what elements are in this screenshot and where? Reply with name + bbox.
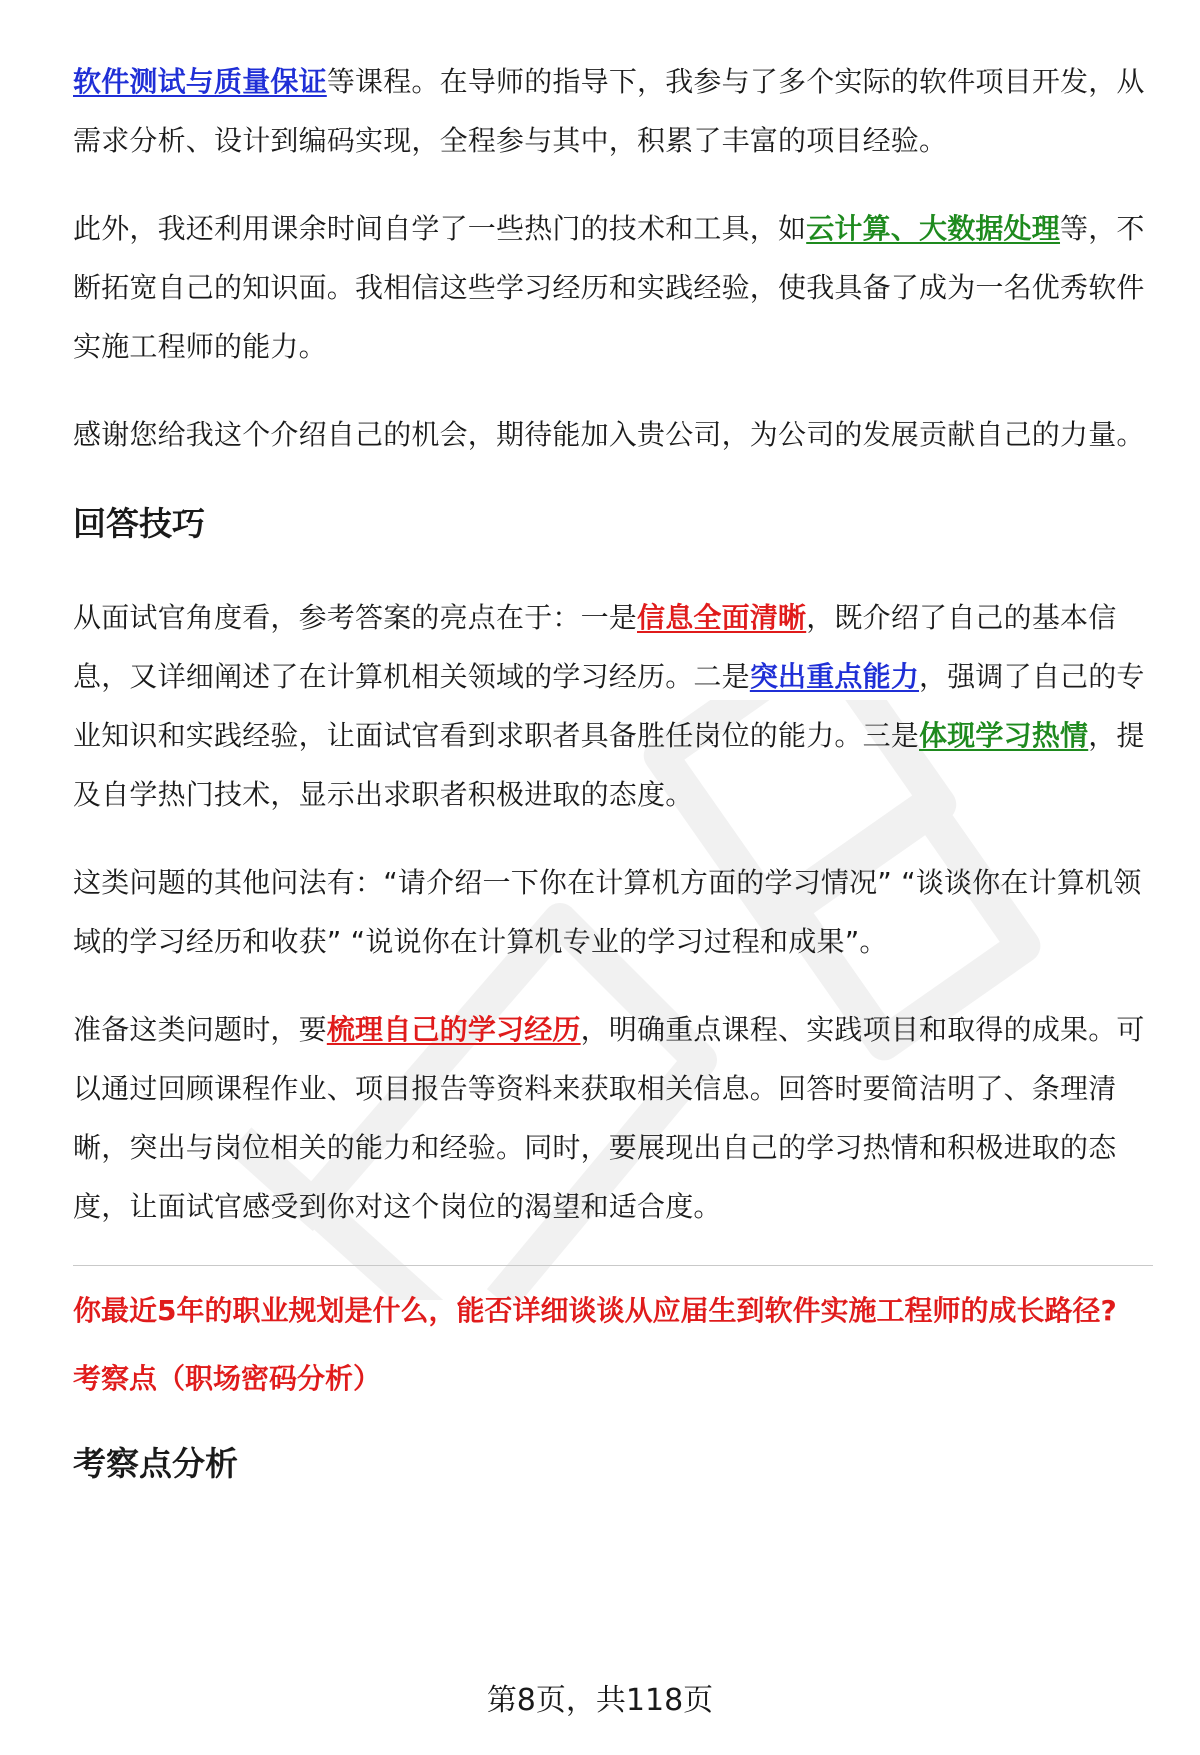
question-heading: 你最近5年的职业规划是什么，能否详细谈谈从应届生到软件实施工程师的成长路径? bbox=[73, 1294, 1117, 1327]
paragraph-text: ，既介绍了自己的基本信息，又详细阐述了在计算机相关领域的学习经历。二是 bbox=[73, 601, 1117, 693]
highlight-learning-passion: 体现学习热情 bbox=[919, 719, 1089, 752]
paragraph-text: ，提及自学热门技术，显示出求职者积极进取的态度。 bbox=[73, 719, 1145, 811]
question-subheading: 考察点（职场密码分析） bbox=[73, 1362, 382, 1395]
page-footer: 第8页，共118页 bbox=[486, 1683, 714, 1718]
paragraph-interviewer-view bbox=[73, 588, 1153, 824]
paragraph-courses bbox=[73, 52, 1153, 170]
paragraph-text: 准备这类问题时，要 bbox=[73, 1013, 327, 1046]
paragraph-preparation bbox=[73, 1000, 1153, 1236]
paragraph-text: 感谢您给我这个介绍自己的机会，期待能加入贵公司，为公司的发展贡献自己的力量。 bbox=[73, 418, 1145, 451]
document-page bbox=[73, 52, 1153, 1488]
paragraph-text: 此外，我还利用课余时间自学了一些热门的技术和工具，如 bbox=[73, 212, 807, 245]
paragraph-text: ，明确重点课程、实践项目和取得的成果。可以通过回顾课程作业、项目报告等资料来获取相关信息。回答时要简洁明了、条理清晰，突出与岗位相关的能力和经验。同时，要展现出自己的学习热情和积极进取的态度，让面试官感受到你对这个岗位的渴望和适合度。 bbox=[73, 1013, 1145, 1223]
paragraph-other-questions bbox=[73, 853, 1153, 971]
highlight-info-clear: 信息全面清晰 bbox=[637, 601, 807, 634]
paragraph-text: 等课程。在导师的指导下，我参与了多个实际的软件项目开发，从需求分析、设计到编码实现，全程参与其中，积累了丰富的项目经验。 bbox=[73, 65, 1145, 157]
paragraph-self-study bbox=[73, 199, 1153, 376]
highlight-software-testing: 软件测试与质量保证 bbox=[73, 65, 327, 98]
highlight-key-ability: 突出重点能力 bbox=[749, 660, 920, 693]
paragraph-thanks bbox=[73, 405, 1153, 464]
paragraph-text: ，强调了自己的专业知识和实践经验，让面试官看到求职者具备胜任岗位的能力。三是 bbox=[73, 660, 1145, 752]
paragraph-text: 从面试官角度看，参考答案的亮点在于：一是 bbox=[73, 601, 638, 634]
section-title-answer-tips: 回答技巧 bbox=[73, 504, 205, 543]
highlight-cloud-bigdata: 云计算、大数据处理 bbox=[806, 212, 1061, 245]
section-divider bbox=[73, 1265, 1153, 1266]
paragraph-text: 这类问题的其他问法有：“请介绍一下你在计算机方面的学习情况” “谈谈你在计算机领域的学习经历和收获” “说说你在计算机专业的学习过程和成果”。 bbox=[73, 866, 1142, 958]
highlight-sort-experience: 梳理自己的学习经历 bbox=[326, 1013, 581, 1046]
section-title-analysis: 考察点分析 bbox=[73, 1444, 238, 1483]
paragraph-text: 等，不断拓宽自己的知识面。我相信这些学习经历和实践经验，使我具备了成为一名优秀软件实施工程师的能力。 bbox=[73, 212, 1145, 363]
